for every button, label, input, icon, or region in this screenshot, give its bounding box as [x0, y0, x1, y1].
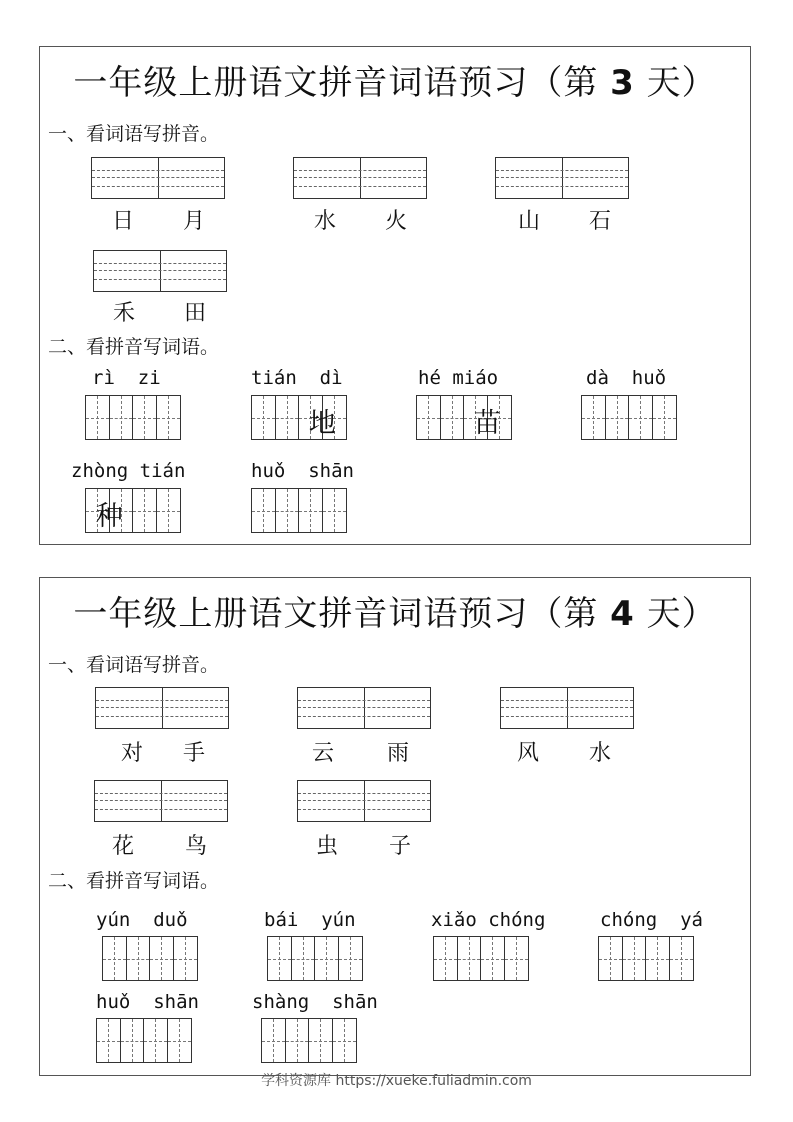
pinyin-prompt: xiǎo chóng [431, 909, 546, 931]
word-char: 鸟 [185, 834, 208, 859]
pinyin-prompt: hé miáo [418, 367, 499, 389]
word-char: 水 [314, 209, 337, 234]
pinyin-prompt: chóng yá [600, 909, 703, 931]
tianzige-grid[interactable] [96, 1018, 192, 1063]
tianzige-cell[interactable] [86, 489, 123, 532]
word-char: 云 [312, 741, 335, 766]
tianzige-cell[interactable] [299, 489, 323, 532]
tianzige-cell[interactable] [646, 937, 670, 980]
tianzige-cell[interactable] [276, 489, 300, 532]
tianzige-grid[interactable] [267, 936, 363, 981]
pinyin-prompt: huǒ shān [96, 991, 199, 1013]
tianzige-cell[interactable] [86, 396, 110, 439]
tianzige-cell[interactable] [323, 489, 346, 532]
pinyin-writing-box[interactable] [297, 780, 431, 822]
tianzige-cell[interactable] [505, 937, 528, 980]
tianzige-cell[interactable] [252, 396, 276, 439]
tianzige-cell[interactable] [262, 1019, 286, 1062]
tianzige-cell[interactable] [629, 396, 653, 439]
tianzige-cell[interactable] [434, 937, 458, 980]
tianzige-cell[interactable] [606, 396, 630, 439]
pinyin-prompt: shàng shān [252, 991, 378, 1013]
section-heading-2: 二、看拼音写词语。 [48, 870, 220, 892]
tianzige-cell[interactable] [623, 937, 647, 980]
tianzige-grid[interactable] [261, 1018, 357, 1063]
word-char: 月 [183, 209, 206, 234]
pinyin-prompt: tián dì [251, 367, 343, 389]
pinyin-writing-box[interactable] [500, 687, 634, 729]
cell-char: 种 [95, 501, 123, 532]
tianzige-cell[interactable] [653, 396, 676, 439]
tianzige-grid[interactable] [416, 395, 512, 440]
tianzige-cell[interactable] [309, 1019, 333, 1062]
tianzige-cell[interactable] [286, 1019, 310, 1062]
tianzige-cell[interactable] [315, 937, 339, 980]
tianzige-cell[interactable] [168, 1019, 191, 1062]
section-heading-1: 一、看词语写拼音。 [48, 123, 220, 145]
pinyin-writing-box[interactable] [95, 687, 229, 729]
tianzige-cell[interactable] [333, 1019, 356, 1062]
word-char: 风 [517, 741, 540, 766]
pinyin-writing-box[interactable] [495, 157, 629, 199]
tianzige-cell[interactable] [144, 1019, 168, 1062]
worksheet-day3 [39, 46, 751, 545]
tianzige-grid[interactable] [581, 395, 677, 440]
pinyin-prompt: zhòng tián [71, 460, 186, 482]
section-heading-1: 一、看词语写拼音。 [48, 654, 220, 676]
tianzige-grid[interactable] [102, 936, 198, 981]
pinyin-prompt: dà huǒ [586, 367, 667, 389]
tianzige-cell[interactable] [582, 396, 606, 439]
tianzige-grid[interactable] [85, 395, 181, 440]
tianzige-cell[interactable] [464, 396, 501, 439]
tianzige-cell[interactable] [103, 937, 127, 980]
pinyin-prompt: huǒ shān [251, 460, 354, 482]
word-char: 水 [589, 741, 612, 766]
word-char: 火 [385, 209, 408, 234]
pinyin-prompt: rì zi [92, 367, 161, 389]
pinyin-writing-box[interactable] [94, 780, 228, 822]
tianzige-grid[interactable] [598, 936, 694, 981]
word-char: 日 [112, 209, 135, 234]
tianzige-cell[interactable] [417, 396, 441, 439]
tianzige-cell[interactable] [97, 1019, 121, 1062]
tianzige-cell[interactable] [133, 489, 157, 532]
tianzige-cell[interactable] [299, 396, 336, 439]
tianzige-cell[interactable] [276, 396, 300, 439]
tianzige-grid[interactable] [433, 936, 529, 981]
cell-char: 苗 [473, 408, 501, 439]
cell-char: 地 [308, 408, 336, 439]
pinyin-writing-box[interactable] [91, 157, 225, 199]
section-heading-2: 二、看拼音写词语。 [48, 336, 220, 358]
pinyin-writing-box[interactable] [297, 687, 431, 729]
tianzige-grid[interactable] [251, 395, 347, 440]
pinyin-prompt: bái yún [264, 909, 356, 931]
page-title: 一年级上册语文拼音词语预习（第 4 天） [73, 594, 717, 634]
word-char: 虫 [316, 834, 339, 859]
footer-watermark: 学科资源库 https://xueke.fuliadmin.com [261, 1073, 532, 1089]
tianzige-cell[interactable] [157, 396, 180, 439]
tianzige-cell[interactable] [110, 396, 134, 439]
pinyin-writing-box[interactable] [293, 157, 427, 199]
tianzige-cell[interactable] [599, 937, 623, 980]
tianzige-cell[interactable] [121, 1019, 145, 1062]
page-title: 一年级上册语文拼音词语预习（第 3 天） [73, 63, 717, 103]
pinyin-writing-box[interactable] [93, 250, 227, 292]
tianzige-cell[interactable] [174, 937, 197, 980]
tianzige-cell[interactable] [150, 937, 174, 980]
tianzige-cell[interactable] [292, 937, 316, 980]
word-char: 禾 [113, 301, 136, 326]
tianzige-cell[interactable] [670, 937, 693, 980]
word-char: 石 [589, 209, 612, 234]
tianzige-cell[interactable] [133, 396, 157, 439]
tianzige-cell[interactable] [268, 937, 292, 980]
word-char: 对 [121, 741, 144, 766]
word-char: 山 [518, 209, 541, 234]
tianzige-cell[interactable] [252, 489, 276, 532]
word-char: 子 [389, 834, 412, 859]
word-char: 田 [184, 301, 207, 326]
pinyin-prompt: yún duǒ [96, 909, 188, 931]
tianzige-cell[interactable] [339, 937, 362, 980]
word-char: 花 [112, 834, 135, 859]
tianzige-cell[interactable] [157, 489, 180, 532]
word-char: 手 [183, 741, 206, 766]
tianzige-cell[interactable] [441, 396, 465, 439]
tianzige-cell[interactable] [127, 937, 151, 980]
tianzige-cell[interactable] [481, 937, 505, 980]
worksheet-day4 [39, 577, 751, 1076]
tianzige-cell[interactable] [458, 937, 482, 980]
tianzige-grid[interactable] [85, 488, 181, 533]
word-char: 雨 [387, 741, 410, 766]
tianzige-grid[interactable] [251, 488, 347, 533]
